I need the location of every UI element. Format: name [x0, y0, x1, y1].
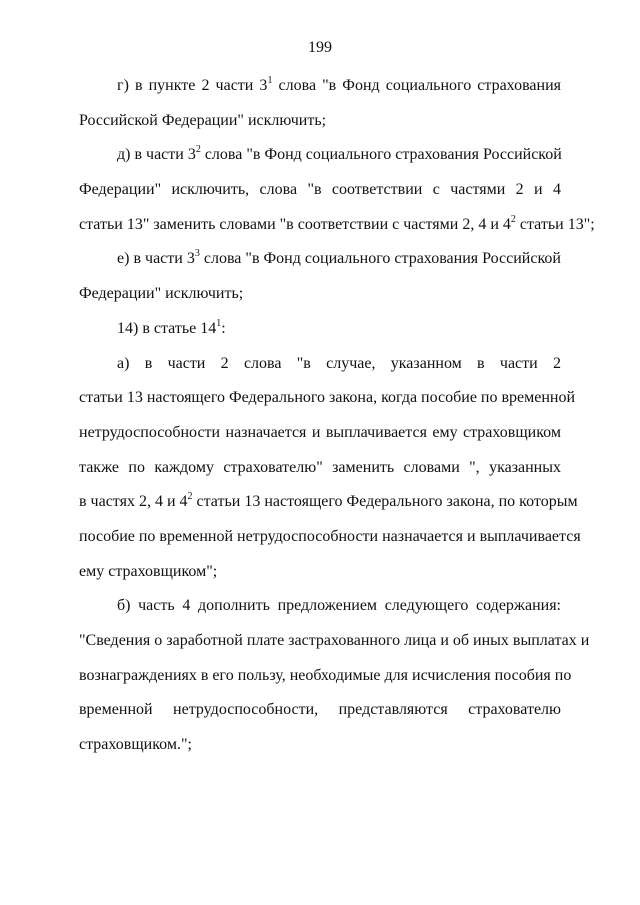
text-line [79, 385, 576, 420]
text-run: а) в части 2 слова "в случае, указанном в части 2 [117, 354, 561, 372]
text-run: д) в части 3 [117, 146, 196, 164]
text-line [79, 351, 561, 386]
text-run: слова "в Фонд социального страхования [272, 77, 561, 94]
superscript: 3 [194, 248, 200, 260]
paragraph-e [79, 246, 561, 315]
text-run: "Сведения о заработной плате застрахованного лица и об иных выплатах и [79, 632, 590, 649]
text-line [79, 628, 590, 663]
text-line [79, 489, 578, 524]
text-line [79, 316, 561, 351]
superscript: 1 [216, 317, 222, 329]
superscript: 2 [195, 144, 201, 156]
text-run: г) в пункте 2 части 3 [117, 77, 268, 94]
text-run: Российской Федерации" исключить; [79, 111, 327, 129]
text-run: пособие по временной нетрудоспособности назначается и выплачивается [79, 527, 581, 545]
text-line [79, 281, 561, 316]
text-line [79, 246, 561, 281]
paragraph-p14 [79, 316, 561, 351]
text-line [79, 177, 561, 212]
text-run: слова "в Фонд социального страхования Российской [200, 146, 562, 164]
paragraph-g [79, 73, 561, 142]
text-line [79, 73, 561, 108]
text-line [79, 142, 561, 177]
text-line [79, 732, 561, 767]
text-line [79, 524, 581, 559]
text-run: вознаграждениях в его пользу, необходимые для исчисления пособия по [79, 666, 572, 684]
text-run: статьи 13"; [515, 215, 595, 233]
text-run: Федерации" исключить; [79, 285, 244, 303]
text-line [79, 593, 561, 628]
text-run: страховщиком."; [79, 736, 192, 754]
text-line [79, 663, 572, 698]
text-run: статьи 13" заменить словами "в соответствии с частями 2, 4 и 4 [79, 215, 511, 233]
text-run: в частях 2, 4 и 4 [79, 493, 188, 511]
text-line [79, 420, 561, 455]
text-line [79, 455, 561, 490]
paragraph-b [79, 593, 590, 766]
text-run: статьи 13 настоящего Федерального закона, когда пособие по временной [79, 389, 576, 407]
text-run: ему страховщиком"; [79, 562, 218, 580]
text-run: Федерации" исключить, слова "в соответствии с частями 2 и 4 [79, 181, 561, 199]
text-run: е) в части 3 [117, 250, 195, 268]
text-line [79, 697, 561, 732]
text-line [79, 559, 561, 594]
text-run: слова "в Фонд социального страхования Российской [199, 250, 561, 268]
superscript: 1 [267, 75, 273, 86]
document-body [79, 73, 595, 767]
text-run: также по каждому страхователю" заменить словами ", указанных [79, 458, 561, 476]
text-line [79, 212, 595, 247]
superscript: 2 [187, 491, 193, 503]
text-run: : [221, 319, 226, 337]
text-run: 14) в статье 14 [117, 319, 217, 337]
paragraph-a [79, 351, 581, 594]
text-run: нетрудоспособности назначается и выплачивается ему страховщиком [79, 423, 561, 441]
paragraph-d [79, 142, 595, 246]
superscript: 2 [510, 213, 516, 225]
text-run: б) часть 4 дополнить предложением следующего содержания: [117, 597, 561, 615]
text-run: временной нетрудоспособности, представляются страхователю [79, 701, 561, 719]
page-number: 199 [308, 39, 332, 56]
text-line [79, 108, 561, 143]
text-run: статьи 13 настоящего Федерального закона, по которым [192, 493, 578, 511]
